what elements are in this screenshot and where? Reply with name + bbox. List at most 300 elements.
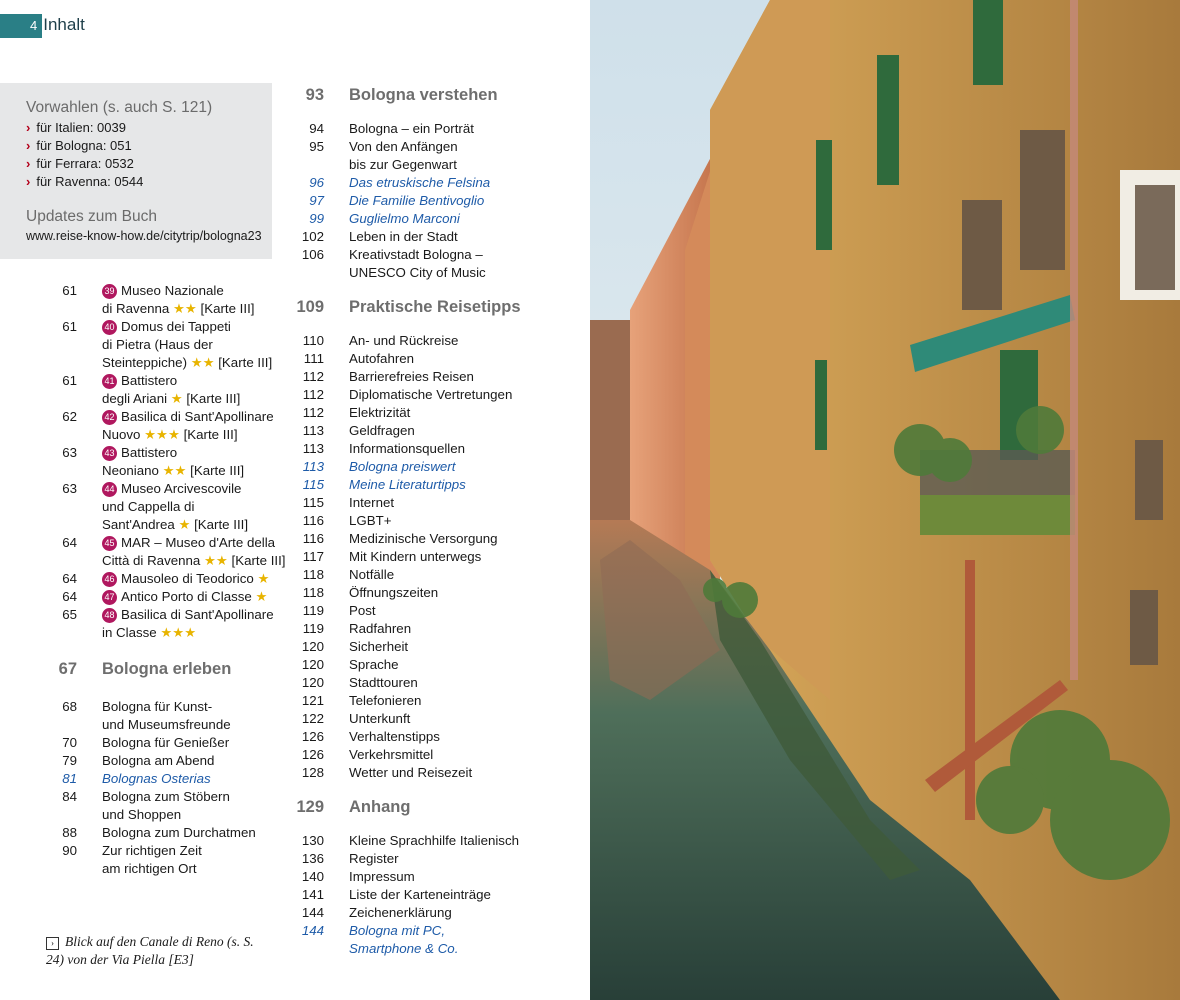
toc-entry-text[interactable] bbox=[349, 512, 392, 530]
toc-page-number: 126 bbox=[301, 729, 324, 744]
chevron-right-icon: › bbox=[26, 174, 31, 189]
section-title: Bologna erleben bbox=[102, 660, 232, 678]
info-item: für Italien: 0039 bbox=[36, 120, 126, 135]
toc-page-number: 63 bbox=[62, 481, 77, 496]
toc-entry-label: Diplomatische Vertretungen bbox=[349, 387, 513, 402]
star-icon: ★★ bbox=[190, 355, 215, 370]
info-line bbox=[26, 120, 126, 135]
toc-page-number: 116 bbox=[302, 513, 324, 528]
toc-page-number: 94 bbox=[309, 121, 324, 136]
toc-entry-text[interactable] bbox=[349, 174, 490, 192]
toc-entry-label: Internet bbox=[349, 495, 395, 510]
toc-page-number: 130 bbox=[301, 833, 324, 848]
toc-entry-text[interactable] bbox=[102, 752, 214, 770]
toc-page-number: 128 bbox=[301, 765, 324, 780]
toc-entry-label: Leben in der Stadt bbox=[349, 229, 458, 244]
toc-page-number: 65 bbox=[62, 607, 77, 622]
star-icon: ★ bbox=[257, 571, 270, 586]
toc-entry-text[interactable] bbox=[102, 734, 229, 752]
toc-entry-label: Bologna preiswert bbox=[349, 459, 456, 474]
toc-page-number: 112 bbox=[302, 369, 324, 384]
toc-page-number: 95 bbox=[309, 139, 324, 154]
star-icon: ★ bbox=[255, 589, 268, 604]
toc-entry-text[interactable] bbox=[102, 588, 267, 606]
toc-entry-line bbox=[40, 390, 280, 408]
toc-entry-line bbox=[282, 458, 582, 476]
toc-page-number: 61 bbox=[62, 319, 77, 334]
toc-entry-line bbox=[40, 498, 280, 516]
toc-entry-text[interactable] bbox=[102, 806, 181, 824]
toc-entry-label: Radfahren bbox=[349, 621, 412, 636]
toc-entry-label: am richtigen Ort bbox=[102, 861, 197, 876]
photo-caption bbox=[46, 933, 266, 969]
toc-page-number: 97 bbox=[309, 193, 324, 208]
toc-entry-text[interactable] bbox=[349, 494, 394, 512]
toc-page-number: 99 bbox=[309, 211, 324, 226]
toc-entry-line bbox=[282, 120, 582, 138]
toc-page-number: 126 bbox=[301, 747, 324, 762]
toc-entry-text[interactable] bbox=[349, 602, 376, 620]
section-title: Anhang bbox=[349, 798, 411, 816]
toc-entry-line bbox=[40, 300, 280, 318]
toc-entry-line bbox=[282, 922, 582, 940]
toc-entry-label: Neoniano ★★ [Karte III] bbox=[102, 463, 245, 478]
caption-text: Blick auf den Canale di Reno (s. S. 24) von der Via Piella [E3] bbox=[46, 934, 254, 967]
toc-entry-line bbox=[40, 552, 286, 570]
toc-entry-line bbox=[282, 886, 582, 904]
section-page-number: 109 bbox=[296, 298, 324, 316]
toc-entry-label: Meine Literaturtipps bbox=[349, 477, 466, 492]
toc-entry-text[interactable] bbox=[349, 692, 421, 710]
toc-entry-text[interactable] bbox=[349, 246, 483, 264]
toc-entry-line bbox=[282, 246, 582, 264]
toc-entry-label: und Cappella di bbox=[102, 499, 195, 514]
toc-entry-text[interactable] bbox=[102, 372, 177, 390]
canal-image bbox=[590, 0, 1180, 1000]
page-header bbox=[30, 15, 85, 35]
toc-entry-text[interactable] bbox=[349, 264, 486, 282]
toc-entry-line bbox=[282, 692, 582, 710]
toc-entry-text[interactable] bbox=[102, 498, 194, 516]
toc-entry-label: Bologna am Abend bbox=[102, 753, 215, 768]
toc-entry-line bbox=[40, 408, 280, 426]
toc-entry-label: Bologna – ein Porträt bbox=[349, 121, 474, 136]
toc-section-heading[interactable] bbox=[40, 654, 280, 692]
toc-entry-text[interactable] bbox=[349, 440, 465, 458]
toc-page-number: 61 bbox=[62, 373, 77, 388]
toc-entry-label: Antico Porto di Classe ★ bbox=[121, 589, 268, 604]
toc-entry-line bbox=[282, 476, 582, 494]
toc-entry-line bbox=[282, 710, 582, 728]
toc-section-heading[interactable] bbox=[282, 292, 582, 330]
info-item: für Bologna: 051 bbox=[36, 138, 132, 153]
section-page-number: 93 bbox=[305, 86, 324, 104]
toc-page-number: 140 bbox=[301, 869, 324, 884]
toc-entry-label: Guglielmo Marconi bbox=[349, 211, 460, 226]
toc-entry-text[interactable] bbox=[349, 138, 458, 156]
toc-page-number: 113 bbox=[302, 459, 324, 474]
toc-page-number: 116 bbox=[302, 531, 324, 546]
toc-entry-line bbox=[282, 210, 582, 228]
toc-entry-label: Barrierefreies Reisen bbox=[349, 369, 474, 384]
toc-entry-line bbox=[282, 156, 582, 174]
toc-entry-text[interactable] bbox=[349, 350, 414, 368]
toc-entry-line bbox=[40, 336, 280, 354]
toc-entry-text[interactable] bbox=[102, 444, 177, 462]
sight-number-badge: 40 bbox=[102, 320, 117, 335]
toc-entry-line bbox=[40, 734, 280, 752]
toc-entry-label: Bolognas Osterias bbox=[102, 771, 211, 786]
toc-entry-text[interactable] bbox=[349, 422, 415, 440]
toc-entry-text[interactable] bbox=[102, 570, 269, 588]
toc-entry-line bbox=[282, 602, 582, 620]
toc-entry-line bbox=[40, 354, 280, 372]
toc-entry-line bbox=[40, 788, 280, 806]
toc-entry-text[interactable] bbox=[349, 728, 440, 746]
updates-url[interactable]: www.reise-know-how.de/citytrip/bologna23 bbox=[26, 229, 262, 243]
toc-entry-label: Basilica di Sant'Apollinare bbox=[121, 409, 274, 424]
toc-entry-label: Kreativstadt Bologna – bbox=[349, 247, 483, 262]
toc-section-heading[interactable] bbox=[282, 80, 582, 118]
toc-page-number: 119 bbox=[302, 621, 324, 636]
toc-entry-label: Bologna mit PC, bbox=[349, 923, 446, 938]
info-line bbox=[26, 156, 134, 171]
toc-entry-text[interactable] bbox=[102, 842, 202, 860]
toc-page-number: 141 bbox=[301, 887, 324, 902]
toc-entry-text[interactable] bbox=[349, 868, 415, 886]
toc-entry-text[interactable] bbox=[349, 210, 460, 228]
toc-entry-label: An- und Rückreise bbox=[349, 333, 459, 348]
toc-entry-line bbox=[282, 192, 582, 210]
toc-entry-line bbox=[282, 904, 582, 922]
toc-entry-label: Verhaltenstipps bbox=[349, 729, 440, 744]
toc-page-number: 144 bbox=[301, 923, 324, 938]
toc-entry-label: Die Familie Bentivoglio bbox=[349, 193, 485, 208]
toc-entry-label: Steinteppiche) ★★ [Karte III] bbox=[102, 355, 273, 370]
toc-page-number: 118 bbox=[302, 585, 324, 600]
toc-entry-label: di Ravenna ★★ [Karte III] bbox=[102, 301, 255, 316]
toc-page-number: 81 bbox=[62, 771, 77, 786]
toc-entry-label: Kleine Sprachhilfe Italienisch bbox=[349, 833, 520, 848]
toc-entry-line bbox=[40, 606, 280, 624]
toc-entry-line bbox=[40, 752, 280, 770]
toc-entry-text[interactable] bbox=[349, 192, 484, 210]
toc-entry-text[interactable] bbox=[349, 674, 418, 692]
toc-entry-line bbox=[40, 588, 280, 606]
toc-entry-text[interactable] bbox=[102, 824, 256, 842]
toc-entry-text[interactable] bbox=[349, 710, 410, 728]
toc-entry-label: degli Ariani ★ [Karte III] bbox=[102, 391, 241, 406]
toc-entry-text[interactable] bbox=[349, 566, 394, 584]
toc-page-number: 102 bbox=[301, 229, 324, 244]
toc-entry-text[interactable] bbox=[349, 386, 512, 404]
star-icon: ★ bbox=[178, 517, 191, 532]
toc-entry-label: Das etruskische Felsina bbox=[349, 175, 491, 190]
toc-page-number: 106 bbox=[301, 247, 324, 262]
sight-number-badge: 46 bbox=[102, 572, 117, 587]
toc-entry-label: LGBT+ bbox=[349, 513, 392, 528]
toc-entry-label: Autofahren bbox=[349, 351, 415, 366]
toc-page-number: 119 bbox=[302, 603, 324, 618]
toc-entry-label: Von den Anfängen bbox=[349, 139, 458, 154]
toc-page-number: 113 bbox=[302, 423, 324, 438]
toc-entry-text[interactable] bbox=[102, 354, 272, 372]
canal-photo bbox=[590, 0, 1180, 1000]
toc-entry-line bbox=[40, 570, 280, 588]
toc-entry-text[interactable] bbox=[102, 606, 274, 624]
info-box bbox=[0, 83, 272, 259]
toc-entry-label: Wetter und Reisezeit bbox=[349, 765, 473, 780]
sight-number-badge: 42 bbox=[102, 410, 117, 425]
toc-entry-label: MAR – Museo d'Arte della bbox=[121, 535, 276, 550]
toc-page-number: 68 bbox=[62, 699, 77, 714]
toc-entry-text[interactable] bbox=[349, 620, 411, 638]
toc-entry-label: Bologna für Kunst- bbox=[102, 699, 213, 714]
toc-entry-line bbox=[40, 860, 280, 878]
toc-entry-label: Battistero bbox=[121, 445, 178, 460]
toc-entry-label: und Shoppen bbox=[102, 807, 182, 822]
toc-entry-text[interactable] bbox=[102, 698, 212, 716]
toc-entry-line bbox=[40, 318, 280, 336]
toc-entry-line bbox=[282, 850, 582, 868]
toc-page-number: 117 bbox=[302, 549, 324, 564]
sight-number-badge: 41 bbox=[102, 374, 117, 389]
toc-entry-line bbox=[40, 372, 280, 390]
toc-entry-label: Öffnungszeiten bbox=[349, 585, 439, 600]
toc-page-number: 64 bbox=[62, 571, 77, 586]
toc-entry-text[interactable] bbox=[102, 788, 230, 806]
toc-left-column bbox=[40, 282, 286, 878]
toc-right-column bbox=[282, 80, 582, 958]
toc-page-number: 120 bbox=[301, 657, 324, 672]
toc-entry-line bbox=[282, 746, 582, 764]
toc-entry-text[interactable] bbox=[349, 156, 457, 174]
toc-entry-label: Unterkunft bbox=[349, 711, 411, 726]
toc-entry-line bbox=[282, 530, 582, 548]
toc-page-number: 110 bbox=[302, 333, 324, 348]
toc-entry-line bbox=[40, 444, 280, 462]
toc-page-number: 113 bbox=[302, 441, 324, 456]
toc-entry-line bbox=[282, 440, 582, 458]
toc-entry-text[interactable] bbox=[102, 860, 197, 878]
section-title: Bologna verstehen bbox=[349, 86, 498, 104]
toc-entry-text[interactable] bbox=[349, 584, 438, 602]
toc-entry-text[interactable] bbox=[349, 120, 474, 138]
toc-page-number: 79 bbox=[62, 753, 77, 768]
toc-entry-text[interactable] bbox=[102, 552, 286, 570]
toc-entry-label: Museo Arcivescovile bbox=[121, 481, 242, 496]
toc-page-number: 121 bbox=[301, 693, 324, 708]
toc-entry-label: Città di Ravenna ★★ [Karte III] bbox=[102, 553, 286, 568]
toc-entry-text[interactable] bbox=[102, 282, 224, 300]
toc-entry-line bbox=[40, 462, 280, 480]
toc-entry-line bbox=[282, 638, 582, 656]
toc-entry-label: Verkehrsmittel bbox=[349, 747, 434, 762]
toc-entry-label: Bologna zum Durchatmen bbox=[102, 825, 256, 840]
info-item: für Ferrara: 0532 bbox=[36, 156, 134, 171]
toc-entry-text[interactable] bbox=[102, 336, 213, 354]
toc-entry-text[interactable] bbox=[349, 922, 445, 940]
sight-number-badge: 44 bbox=[102, 482, 117, 497]
toc-entry-text[interactable] bbox=[349, 228, 458, 246]
toc-entry-text[interactable] bbox=[349, 850, 399, 868]
star-icon: ★★★ bbox=[160, 625, 197, 640]
toc-entry-line bbox=[282, 940, 582, 958]
toc-entry-label: Geldfragen bbox=[349, 423, 415, 438]
info-line bbox=[26, 174, 143, 189]
toc-entry-label: Zur richtigen Zeit bbox=[102, 843, 202, 858]
toc-entry-text[interactable] bbox=[102, 426, 238, 444]
toc-entry-label: Zeichenerklärung bbox=[349, 905, 452, 920]
sight-number-badge: 39 bbox=[102, 284, 117, 299]
toc-entry-line bbox=[40, 516, 280, 534]
toc-page-number: 84 bbox=[62, 789, 77, 804]
toc-page-number: 88 bbox=[62, 825, 77, 840]
toc-entry-text[interactable] bbox=[349, 886, 491, 904]
toc-entry-text[interactable] bbox=[349, 638, 408, 656]
toc-entry-line bbox=[40, 824, 280, 842]
info-title: Vorwahlen (s. auch S. 121) bbox=[26, 99, 213, 116]
toc-entry-line bbox=[282, 832, 582, 850]
toc-entry-label: Stadttouren bbox=[349, 675, 418, 690]
toc-page-number: 122 bbox=[301, 711, 324, 726]
toc-entry-line bbox=[40, 842, 280, 860]
toc-entry-label: Domus dei Tappeti bbox=[121, 319, 231, 334]
toc-entry-label: Nuovo ★★★ [Karte III] bbox=[102, 427, 238, 442]
toc-entry-label: Museo Nazionale bbox=[121, 283, 224, 298]
toc-entry-text[interactable] bbox=[349, 940, 458, 958]
toc-entry-label: Post bbox=[349, 603, 376, 618]
toc-entry-label: Liste der Karteneinträge bbox=[349, 887, 491, 902]
toc-page-number: 111 bbox=[303, 351, 324, 366]
toc-entry-label: Notfälle bbox=[349, 567, 395, 582]
toc-entry-line bbox=[40, 716, 280, 734]
toc-entry-text[interactable] bbox=[102, 480, 241, 498]
toc-entry-line bbox=[282, 422, 582, 440]
toc-entry-text[interactable] bbox=[349, 904, 452, 922]
toc-entry-line bbox=[282, 584, 582, 602]
toc-page-number: 115 bbox=[302, 495, 324, 510]
toc-entry-text[interactable] bbox=[349, 368, 474, 386]
toc-entry-text[interactable] bbox=[102, 716, 231, 734]
toc-entry-text[interactable] bbox=[102, 318, 231, 336]
toc-section-heading[interactable] bbox=[282, 792, 582, 830]
toc-entry-label: Medizinische Versorgung bbox=[349, 531, 498, 546]
toc-entry-line bbox=[282, 868, 582, 886]
toc-entry-line bbox=[282, 350, 582, 368]
toc-entry-text[interactable] bbox=[102, 624, 196, 642]
toc-entry-line bbox=[282, 764, 582, 782]
toc-entry-line bbox=[282, 368, 582, 386]
toc-entry-text[interactable] bbox=[102, 770, 211, 788]
toc-entry-text[interactable] bbox=[349, 764, 472, 782]
toc-entry-label: Register bbox=[349, 851, 399, 866]
toc-entry-label: Mit Kindern unterwegs bbox=[349, 549, 482, 564]
toc-page-number: 115 bbox=[302, 477, 324, 492]
toc-entry-text[interactable] bbox=[349, 332, 458, 350]
toc-entry-label: Sprache bbox=[349, 657, 399, 672]
toc-entry-line bbox=[40, 534, 280, 552]
toc-entry-text[interactable] bbox=[349, 530, 498, 548]
toc-entry-label: Telefonieren bbox=[349, 693, 422, 708]
star-icon: ★★ bbox=[204, 553, 228, 568]
toc-entry-text[interactable] bbox=[349, 476, 466, 494]
toc-entry-text[interactable] bbox=[349, 746, 433, 764]
toc-entry-line bbox=[40, 806, 280, 824]
toc-page-number: 90 bbox=[62, 843, 77, 858]
star-icon: ★ bbox=[170, 391, 183, 406]
sight-number-badge: 48 bbox=[102, 608, 117, 623]
toc-entry-text[interactable] bbox=[349, 656, 399, 674]
toc-entry-line bbox=[282, 620, 582, 638]
toc-entry-text[interactable] bbox=[102, 408, 274, 426]
page-number: 4 bbox=[30, 18, 38, 33]
toc-entry-label: Sicherheit bbox=[349, 639, 409, 654]
toc-entry-line bbox=[282, 404, 582, 422]
toc-entry-line bbox=[40, 698, 280, 716]
toc-entry-text[interactable] bbox=[102, 300, 254, 318]
toc-entry-text[interactable] bbox=[349, 832, 519, 850]
toc-entry-text[interactable] bbox=[102, 462, 244, 480]
toc-page-number: 112 bbox=[302, 405, 324, 420]
toc-entry-text[interactable] bbox=[349, 404, 410, 422]
chevron-right-icon: › bbox=[26, 156, 31, 171]
section-title: Praktische Reisetipps bbox=[349, 298, 521, 316]
toc-entry-line bbox=[282, 494, 582, 512]
toc-entry-text[interactable] bbox=[102, 516, 248, 534]
toc-entry-line bbox=[282, 728, 582, 746]
toc-entry-line bbox=[282, 264, 582, 282]
toc-entry-line bbox=[282, 566, 582, 584]
toc-entry-label: Elektrizität bbox=[349, 405, 411, 420]
toc-page-number: 112 bbox=[302, 387, 324, 402]
section-page-number: 67 bbox=[58, 660, 77, 678]
toc-page-number: 96 bbox=[309, 175, 324, 190]
toc-entry-label: Smartphone & Co. bbox=[349, 941, 459, 956]
toc-page-number: 62 bbox=[62, 409, 77, 424]
toc-entry-line bbox=[282, 512, 582, 530]
toc-page-number: 64 bbox=[62, 589, 77, 604]
toc-entry-line bbox=[282, 174, 582, 192]
toc-entry-label: Basilica di Sant'Apollinare bbox=[121, 607, 274, 622]
toc-entry-label: Bologna zum Stöbern bbox=[102, 789, 230, 804]
toc-entry-line bbox=[282, 548, 582, 566]
toc-entry-text[interactable] bbox=[102, 390, 240, 408]
toc-entry-line bbox=[282, 138, 582, 156]
toc-entry-line bbox=[40, 282, 280, 300]
toc-entry-line bbox=[40, 770, 280, 788]
chevron-right-icon: › bbox=[26, 120, 31, 135]
toc-page-number: 120 bbox=[301, 639, 324, 654]
star-icon: ★★ bbox=[172, 301, 197, 316]
toc-entry-label: bis zur Gegenwart bbox=[349, 157, 457, 172]
toc-entry-line bbox=[282, 674, 582, 692]
toc-entry-text[interactable] bbox=[102, 534, 275, 552]
arrow-box-icon: › bbox=[46, 937, 59, 950]
sight-number-badge: 43 bbox=[102, 446, 117, 461]
toc-entry-line bbox=[282, 656, 582, 674]
toc-page-number: 120 bbox=[301, 675, 324, 690]
info-line bbox=[26, 138, 132, 153]
toc-entry-label: und Museumsfreunde bbox=[102, 717, 231, 732]
section-page-number: 129 bbox=[296, 798, 324, 816]
toc-entry-text[interactable] bbox=[349, 548, 481, 566]
toc-entry-line bbox=[282, 332, 582, 350]
page-title: Inhalt bbox=[43, 15, 85, 34]
toc-entry-label: Mausoleo di Teodorico ★ bbox=[121, 571, 270, 586]
toc-entry-text[interactable] bbox=[349, 458, 455, 476]
toc-entry-line bbox=[282, 386, 582, 404]
